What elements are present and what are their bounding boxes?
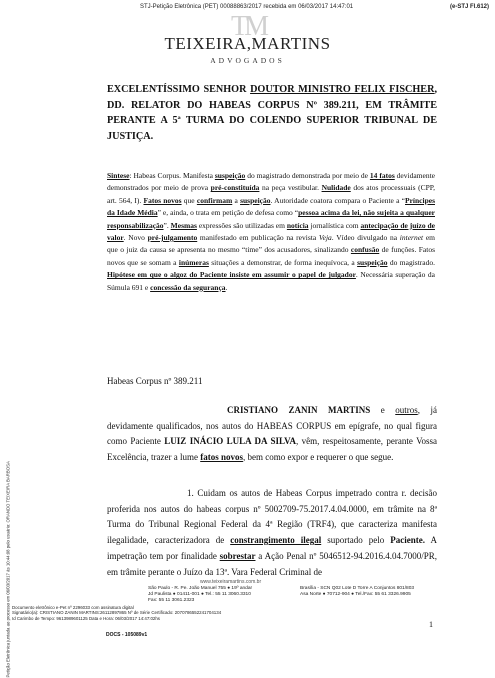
synopsis-text: dos atos processuais (CPP, art. 564, I).	[107, 183, 435, 205]
point-1-emphasis: sobrestar	[219, 550, 256, 561]
synopsis-emphasis: Fatos novos	[143, 195, 182, 205]
synopsis-emphasis: antecipação de juízo de valor	[107, 220, 435, 243]
signature-line: Id Carimbo de Tempo: 9613989601125 Data e Hora: 06/03/2017 14:47:02hs	[12, 615, 161, 621]
synopsis-text: ” e, ainda, o trata em petição de defesa como “	[157, 208, 299, 218]
point-1-text: suportado pelo	[321, 535, 391, 546]
synopsis-text: de funções. Fatos novos que se somam a	[107, 245, 435, 267]
synopsis-text: . Novo	[123, 233, 148, 243]
petitioner-name: CRISTIANO ZANIN MARTINS	[227, 405, 371, 415]
intro-paragraph	[107, 403, 437, 466]
addressee-minister: DOUTOR MINISTRO FELIX FISCHER	[250, 84, 435, 95]
intro-emphasis: outros	[395, 405, 418, 415]
firm-subtitle: ADVOGADOS	[210, 56, 285, 65]
synopsis-text: na peça vestibular.	[259, 183, 322, 193]
patient-name: LUIZ INÁCIO LULA DA SILVA	[164, 436, 296, 447]
synopsis-emphasis: inúmeras	[178, 257, 209, 267]
firm-name: TEIXEIRA,MARTINS	[164, 34, 331, 53]
synopsis-emphasis: confirmam	[196, 195, 233, 205]
synopsis-text: manifestado em publicação na revista	[197, 233, 319, 243]
synopsis-text: : Habeas Corpus. Manifesta	[129, 171, 215, 180]
intro-text: , já devidamente qualificados, nos autos do HABEAS CORPUS em epígrafe, no qual figura como Paciente	[107, 405, 438, 447]
synopsis-text: em que o juiz da causa se apresenta no mesmo “time” dos acusadores, sinalizando	[107, 233, 435, 255]
synopsis-text: . Autoridade coatora compara o Paciente a “	[270, 195, 405, 205]
synopsis-text: jornalística com	[308, 220, 361, 230]
synopsis-emphasis: pré-constituída	[210, 183, 260, 193]
signature-line: Signatário(a): CRISTIANO ZANIN MARTINS:26112897865 Nº de Série Certificado: 2070786552241704134	[12, 610, 222, 616]
synopsis-text: do magistrado demonstrada por meio de	[245, 171, 370, 180]
synopsis-emphasis: notícia	[286, 220, 309, 230]
digital-signature-stamp	[12, 605, 221, 621]
address-line: São Paulo - R. Pe. João Manuel 755 ● 19º andar	[148, 586, 253, 591]
intro-text: , vêm, respeitosamente, perante Vossa Excelência, trazer a lume	[107, 436, 437, 463]
synopsis-text: do magistrado.	[387, 257, 435, 267]
synopsis-emphasis: Hipótese em que o algoz do Paciente insiste em assumir o papel de julgador	[107, 270, 356, 280]
side-juntada-stamp: Petição Eletrônica juntada ao processo em 06/03/2017 às 10:44:08 pelo usuário: ORANDO TEIXEIRA BARBOSA	[5, 461, 11, 678]
point-1-emphasis: Paciente.	[390, 535, 425, 546]
synopsis-text: que	[181, 195, 197, 205]
synopsis-emphasis: 14 fatos	[369, 171, 395, 180]
synopsis-emphasis: concessão da segurança	[150, 282, 226, 292]
document-header-protocol: STJ-Petição Eletrônica (PET) 00088863/2017 recebida em 06/03/2017 14:47:01	[140, 4, 354, 10]
address-line: Fax: 55 11 3061.2323	[148, 598, 195, 604]
point-1-text: a Ação Penal nº 5046512-94.2016.4.04.7000/PR, em trâmite perante o Juízo da 13ª. Vara Federal Criminal de	[107, 550, 437, 577]
synopsis-label: Sintese	[107, 171, 130, 180]
synopsis-emphasis: Príncipes da Idade Média	[107, 195, 435, 218]
synopsis-emphasis: suspeição	[240, 195, 271, 205]
address-line: Jd Paulista ● 01411-001 ● Tel.: 55 11 3060.3310	[148, 592, 251, 598]
synopsis-text: . Vídeo divulgado na	[331, 233, 400, 243]
synopsis-italic: internet	[399, 233, 424, 243]
synopsis-text: expressões são utilizadas em	[196, 220, 287, 230]
synopsis-emphasis: Nulidade	[321, 183, 351, 193]
synopsis-text: . Necessária superação da Súmula 691 e	[107, 270, 436, 292]
synopsis-emphasis: pré-julgamento	[147, 233, 198, 243]
point-1-text: A impetração tem por finalidade	[107, 535, 437, 561]
brasilia-office-address	[300, 586, 414, 598]
sao-paulo-office-address	[148, 586, 252, 605]
synopsis-emphasis: confusão	[350, 245, 380, 255]
addressee-text-cont: , DD. RELATOR DO HABEAS CORPUS Nº 389.211, EM TRÂMITE PERANTE A 5ª TURMA DO COLENDO SUPERIOR TRIBUNAL DE JUSTIÇA.	[107, 84, 437, 142]
intro-text: e	[370, 405, 396, 415]
synopsis-text: devidamente demonstrados por meio de prova	[107, 171, 435, 193]
synopsis-text: a	[232, 195, 241, 205]
addressee-text: EXCELENTÍSSIMO SENHOR	[107, 84, 251, 95]
synopsis-text: .	[225, 282, 228, 292]
signature-line: Documento eletrônico e-Pet nº 2296033 com assinatura digital	[12, 605, 134, 610]
synopsis-text: ”.	[163, 220, 171, 230]
synopsis-emphasis: suspeição	[357, 257, 388, 267]
page-number: 1	[429, 620, 433, 629]
point-1-text: 1. Cuidam os autos de Habeas Corpus impetrado contra r. decisão proferida nos autos do habeas corpus nº 5002709-75.2017.4.04.0000, em trâmite na 8ª Turma do Tribunal Regional Federal da 4ª Região (TRF4), que caracteriza manifesta ilegalidade, caracterizadora de	[107, 488, 437, 546]
address-line: Brasília - SCN Q02 Lote D Torre A Conjuntos 801/803	[300, 586, 415, 591]
address-line: Asa Norte ● 70712-904 ● Tel./Fax: 55 61 3326.9905	[300, 592, 411, 598]
synopsis-paragraph	[107, 170, 435, 294]
addressee-block	[107, 82, 437, 144]
synopsis-italic: Veja	[318, 233, 332, 243]
firm-monogram: TM	[231, 11, 265, 42]
intro-text: , bem como expor e requerer o que segue.	[242, 452, 394, 463]
case-reference: Habeas Corpus nº 389.211	[107, 376, 203, 386]
synopsis-emphasis: suspeição	[214, 171, 246, 180]
intro-emphasis: fatos novos	[200, 452, 243, 463]
synopsis-emphasis: pessoa acima da lei, não sujeita a qualquer responsabilização	[107, 208, 435, 230]
synopsis-emphasis: Mesmas	[170, 220, 197, 230]
point-1-paragraph	[107, 486, 437, 580]
synopsis-text: situações a demonstrar, de forma inequívoca, a	[208, 257, 358, 267]
point-1-emphasis: constrangimento ilegal	[230, 535, 322, 546]
firm-website: www.teixeiramartins.com.br	[200, 579, 262, 585]
document-code: DOCS - 105089v1	[106, 632, 148, 638]
document-page-reference: (e-STJ Fl.612)	[449, 4, 489, 10]
